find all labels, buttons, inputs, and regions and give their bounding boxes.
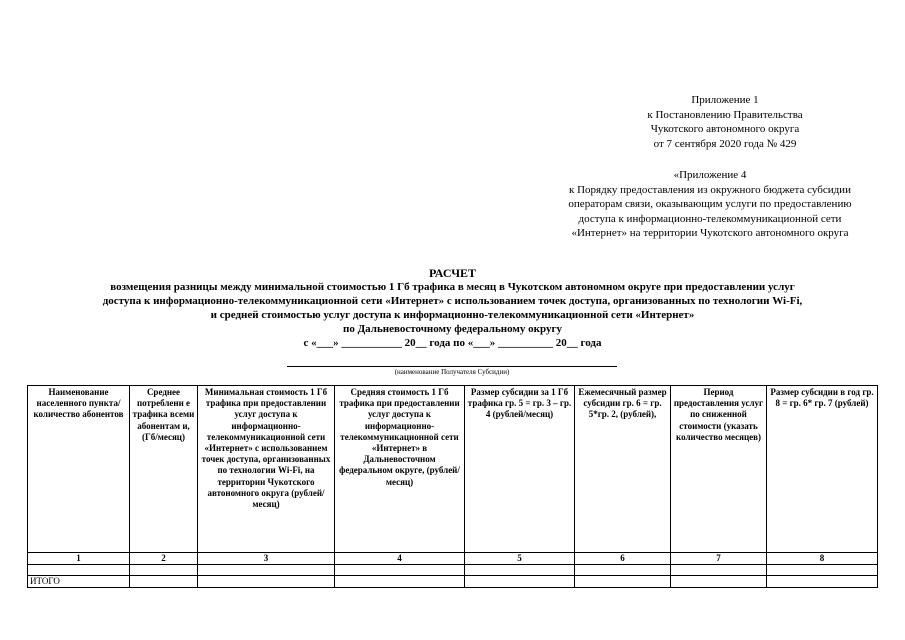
total-label: ИТОГО: [28, 576, 130, 588]
table-cell: [671, 565, 767, 576]
annex-4-block: [530, 168, 890, 241]
table-cell: [575, 565, 671, 576]
table-cell: [465, 565, 575, 576]
table-header-cell: Минимальная стоимость 1 Гб трафика при предоставлении услуг доступа к информационно-телекоммуникационной сети «Интернет» с использованием точек доступа, организованных по технологии Wi-Fi, на территории Чукотского автономного округа (рублей/месяц): [198, 386, 335, 553]
column-number-row: [28, 553, 878, 565]
annex-4-line: доступа к информационно-телекоммуникационной сети: [578, 212, 842, 225]
title-line: и средней стоимостью услуг доступа к информационно-телекоммуникационной сети «Интернет»: [210, 309, 695, 321]
annex-1-block: [590, 93, 860, 151]
table-cell: [198, 565, 335, 576]
annex-1-line: от 7 сентября 2020 года № 429: [653, 137, 797, 150]
table-cell: [575, 576, 671, 588]
table-header-cell: Размер субсидии за 1 Гб трафика гр. 5 = гр. 3 – гр. 4 (рублей/месяц): [465, 386, 575, 553]
table-cell: [465, 576, 575, 588]
title-line: доступа к информационно-телекоммуникационной сети «Интернет» с использованием точек доступа, организованных по технологии Wi-Fi,: [102, 295, 803, 307]
table-cell: [767, 565, 878, 576]
column-number-cell: 3: [198, 553, 335, 565]
annex-4-line: к Порядку предоставления из окружного бюджета субсидии: [569, 183, 851, 196]
table-cell: [198, 576, 335, 588]
calculation-table: [27, 385, 878, 588]
period-line: с «___» ___________ 20__ года по «___» __________ 20__ года: [303, 337, 602, 349]
annex-4-line: операторам связи, оказывающим услуги по предоставлению: [568, 198, 852, 210]
annex-4-line: «Интернет» на территории Чукотского автономного округа: [571, 227, 849, 239]
column-number-cell: 2: [130, 553, 198, 565]
column-number-cell: 1: [28, 553, 130, 565]
total-row: [28, 576, 878, 588]
table-cell: [767, 576, 878, 588]
recipient-caption: (наименование Получателя Субсидии): [394, 368, 510, 376]
title-line: по Дальневосточному федеральному округу: [343, 323, 562, 335]
table-cell: [130, 576, 198, 588]
table-header-cell: Средняя стоимость 1 Гб трафика при предоставлении услуг доступа к информационно-телекоммуникационной сети «Интернет» в Дальневосточном федеральном округе, (рублей/месяц): [335, 386, 465, 553]
column-number-cell: 7: [671, 553, 767, 565]
document-title-block: [0, 266, 905, 350]
annex-1-line: Приложение 1: [691, 94, 759, 106]
table-cell: [335, 565, 465, 576]
column-number-cell: 6: [575, 553, 671, 565]
table-header-cell: Среднее потреблени е трафика всеми абонентам и, (Гб/месяц): [130, 386, 198, 553]
table-header-cell: Наименование населенного пункта/ количество абонентов: [28, 386, 130, 553]
title-line: возмещения разницы между минимальной стоимостью 1 Гб трафика в месяц в Чукотском автономном округе при предоставлении услуг: [110, 281, 795, 293]
annex-1-line: к Постановлению Правительства: [647, 108, 803, 121]
table-header-row: [28, 386, 878, 553]
table-row: [28, 565, 878, 576]
table-header-cell: Период предоставления услуг по сниженной стоимости (указать количество месяцев): [671, 386, 767, 553]
annex-4-line: «Приложение 4: [673, 169, 747, 181]
table-cell: [671, 576, 767, 588]
column-number-cell: 5: [465, 553, 575, 565]
column-number-cell: 4: [335, 553, 465, 565]
table-cell: [28, 565, 130, 576]
table-cell: [130, 565, 198, 576]
table-header-cell: Размер субсидии в год гр. 8 = гр. 6* гр. 7 (рублей): [767, 386, 878, 553]
table-cell: [335, 576, 465, 588]
column-number-cell: 8: [767, 553, 878, 565]
document-title: РАСЧЕТ: [428, 266, 477, 280]
table-header-cell: Ежемесячный размер субсидии гр. 6 = гр. 5*гр. 2, (рублей),: [575, 386, 671, 553]
annex-1-line: Чукотского автономного округа: [650, 123, 800, 135]
recipient-underline: [287, 366, 617, 367]
